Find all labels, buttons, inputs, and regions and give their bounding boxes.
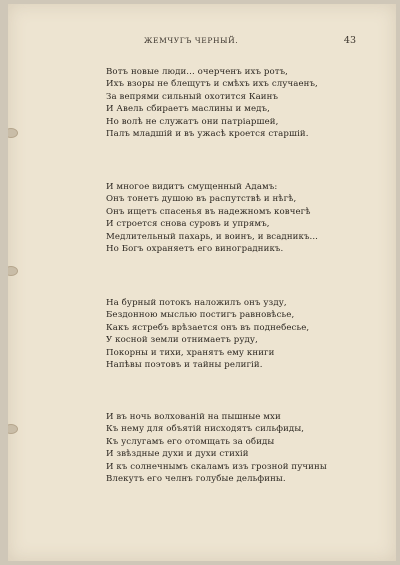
poem-line: Напѣвы поэтовъ и тайны религій.	[106, 360, 263, 371]
poem-line: И звѣздные духи и духи стихій	[106, 449, 249, 460]
stanza-3	[106, 297, 376, 371]
poem-line: Ихъ взоры не блещутъ и смѣхъ ихъ случаенъ,	[106, 79, 318, 90]
running-title: ЖЕМЧУГЪ ЧЕРНЫЙ.	[144, 36, 239, 45]
stanza-2	[106, 181, 376, 255]
stanza-4	[106, 411, 376, 485]
poem-line: Онъ ищетъ спасенья въ надежномъ ковчегѣ	[106, 206, 311, 217]
poem-line: Къ услугамъ его отомщать за обиды	[106, 436, 275, 447]
poem-line: И Авель сбираетъ маслины и медъ,	[106, 104, 270, 115]
page-number: 43	[343, 35, 356, 46]
poem-line: Влекутъ его челнъ голубые дельфины.	[106, 474, 286, 485]
poem-line: Онъ тонетъ душою въ распутствѣ и нѣгѣ,	[106, 194, 297, 205]
poem-line: Къ нему для объятій нисходятъ сильфиды,	[106, 424, 305, 435]
poem-line: Вотъ новые люди... очерченъ ихъ ротъ,	[106, 67, 288, 77]
poem-line: И строется снова суровъ и упрямъ,	[106, 219, 270, 230]
poem-line: И въ ночь волхованій на пышные мхи	[106, 412, 281, 422]
binding-hole-middle	[8, 266, 18, 276]
poem-line: И къ солнечнымъ скаламъ изъ грозной пучины	[106, 461, 327, 472]
binding-hole-top	[8, 128, 18, 138]
poem-line: Какъ ястребъ врѣзается онъ въ поднебесье,	[106, 322, 310, 333]
binding-hole-bottom	[8, 424, 18, 434]
poem-line: Но волѣ не служатъ они патріаршей,	[106, 116, 279, 127]
poem-line: Бездонною мыслью постигъ равновѣсье,	[106, 310, 295, 321]
poem-line: Но Богъ охраняетъ его виноградникъ.	[106, 244, 284, 255]
poem-line: Медлительный пахарь, и воинъ, и всадникъ...	[106, 231, 319, 242]
poem-line: За вепрями сильный охотится Каинъ	[106, 91, 279, 102]
book-page	[8, 4, 396, 561]
page-header	[8, 36, 396, 50]
stanza-1	[106, 66, 376, 140]
poem-line: Покорны и тихи, хранятъ ему книги	[106, 347, 275, 358]
poem-line: У косной земли отнимаетъ руду,	[106, 335, 258, 346]
poem-line: На бурный потокъ наложилъ онъ узду,	[106, 298, 287, 308]
poem-line: И многое видитъ смущенный Адамъ:	[106, 182, 278, 192]
poem-line: Палъ младшій и въ ужасѣ кроется старшій.	[106, 129, 309, 140]
